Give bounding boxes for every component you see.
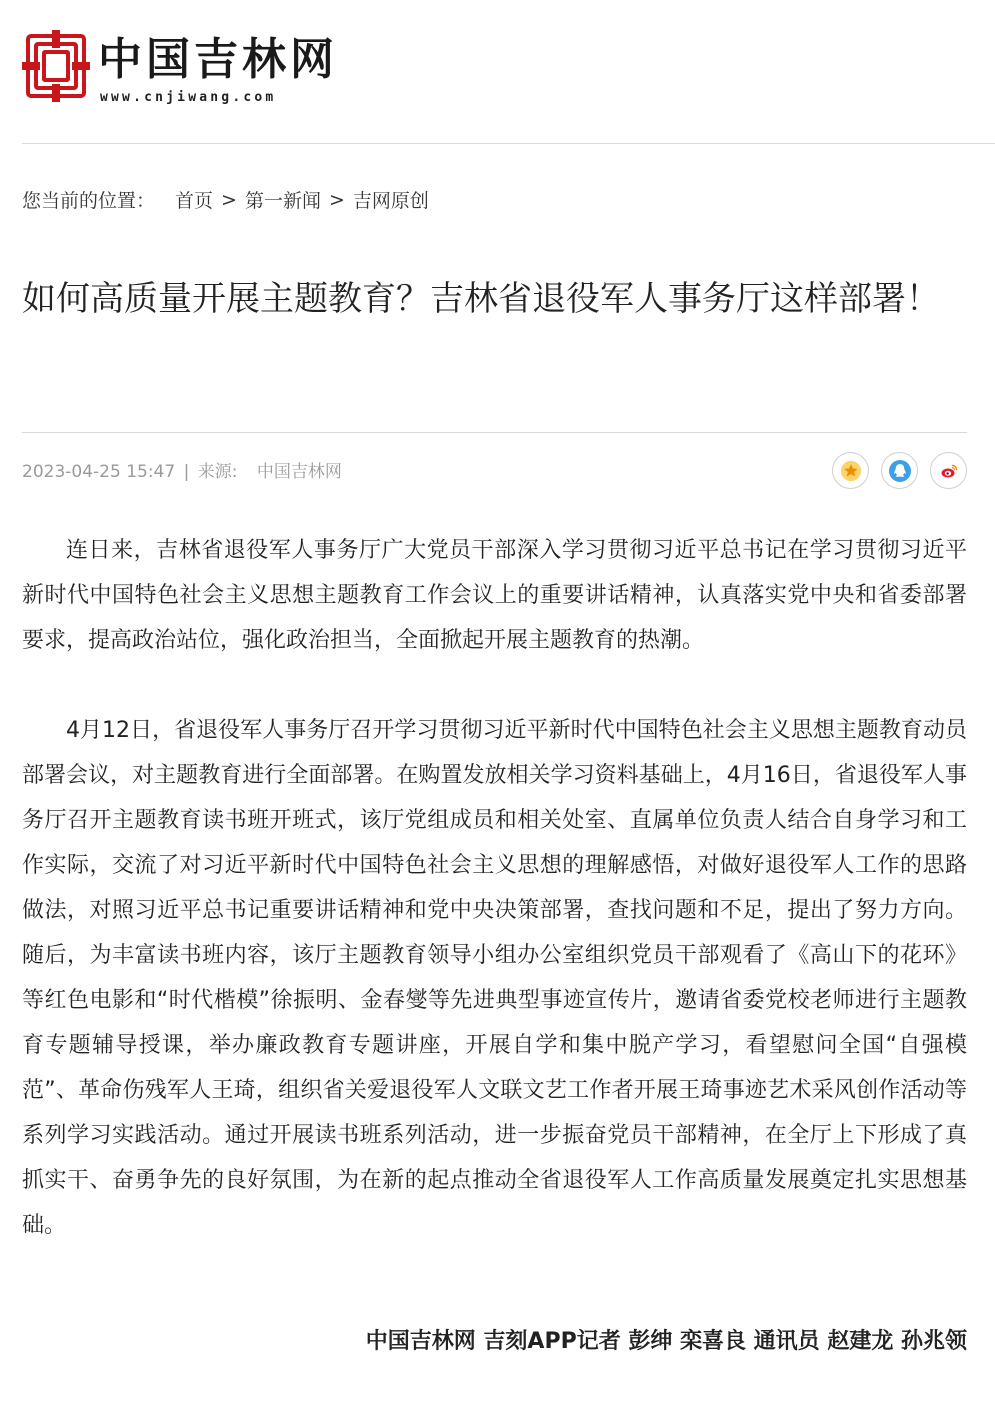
- breadcrumb-original-link[interactable]: 吉网原创: [352, 190, 429, 212]
- logo-mark-icon: [22, 30, 90, 102]
- weibo-icon: [937, 459, 961, 483]
- source-label: 来源:: [197, 462, 238, 482]
- title-divider: [22, 432, 967, 433]
- site-url: www.cnjiwang.com: [100, 90, 277, 105]
- page: [22, 0, 967, 1354]
- article-paragraph: 连日来，吉林省退役军人事务厅广大党员干部深入学习贯彻习近平总书记在学习贯彻习近平新时代中国特色社会主义思想主题教育工作会议上的重要讲话精神，认真落实党中央和省委部署要求，提高政治站位，强化政治担当，全面掀起开展主题教育的热潮。: [22, 538, 967, 653]
- breadcrumb-home-link[interactable]: 首页: [175, 190, 214, 212]
- article-title: 如何高质量开展主题教育？吉林省退役军人事务厅这样部署！: [22, 279, 940, 319]
- share-weibo-button[interactable]: [930, 452, 967, 489]
- logo-text: [98, 30, 338, 105]
- article-byline: 中国吉林网 吉刻APP记者 彭绅 栾喜良 通讯员 赵建龙 孙兆领: [365, 1329, 967, 1354]
- breadcrumb-separator: >: [221, 188, 237, 211]
- share-buttons: [832, 452, 967, 489]
- source-name: 中国吉林网: [256, 462, 342, 482]
- breadcrumb-news-link[interactable]: 第一新闻: [244, 190, 321, 212]
- article-date: 2023-04-25 15:47: [22, 462, 176, 482]
- penguin-icon: [888, 459, 912, 483]
- site-logo[interactable]: [22, 30, 338, 105]
- article-paragraph: 4月12日，省退役军人事务厅召开学习贯彻习近平新时代中国特色社会主义思想主题教育动员部署会议，对主题教育进行全面部署。在购置发放相关学习资料基础上，4月16日，省退役军人事务厅召开主题教育读书班开班式，该厅党组成员和相关处室、直属单位负责人结合自身学习和工作实际，交流了对习近平新时代中国特色社会主义思想的理解感悟，对做好退役军人工作的思路做法，对照习近平总书记重要讲话精神和党中央决策部署，查找问题和不足，提出了努力方向。随后，为丰富读书班内容，该厅主题教育领导小组办公室组织党员干部观看了《高山下的花环》等红色电影和“时代楷模”徐振明、金春燮等先进典型事迹宣传片，邀请省委党校老师进行主题教育专题辅导授课，举办廉政教育专题讲座，开展自学和集中脱产学习，看望慰问全国“自强模范”、革命伤残军人王琦，组织省关爱退役军人文联文艺工作者开展王琦事迹艺术采风创作活动等系列学习实践活动。通过开展读书班系列活动，进一步振奋党员干部精神，在全厅上下形成了真抓实干、奋勇争先的良好氛围，为在新的起点推动全省退役军人工作高质量发展奠定扎实思想基础。: [22, 718, 967, 1238]
- site-name: 中国吉林网: [98, 34, 338, 85]
- site-header: [22, 0, 995, 144]
- share-qq-button[interactable]: [881, 452, 918, 489]
- star-icon: [840, 460, 862, 482]
- breadcrumb-separator: >: [328, 188, 345, 211]
- breadcrumb-label: 您当前的位置：: [22, 190, 156, 212]
- breadcrumb: [22, 186, 429, 213]
- article-body: [22, 528, 967, 1293]
- share-qzone-button[interactable]: [832, 452, 869, 489]
- article-meta: 2023-04-25 15:47 | 来源: 中国吉林网: [22, 462, 342, 482]
